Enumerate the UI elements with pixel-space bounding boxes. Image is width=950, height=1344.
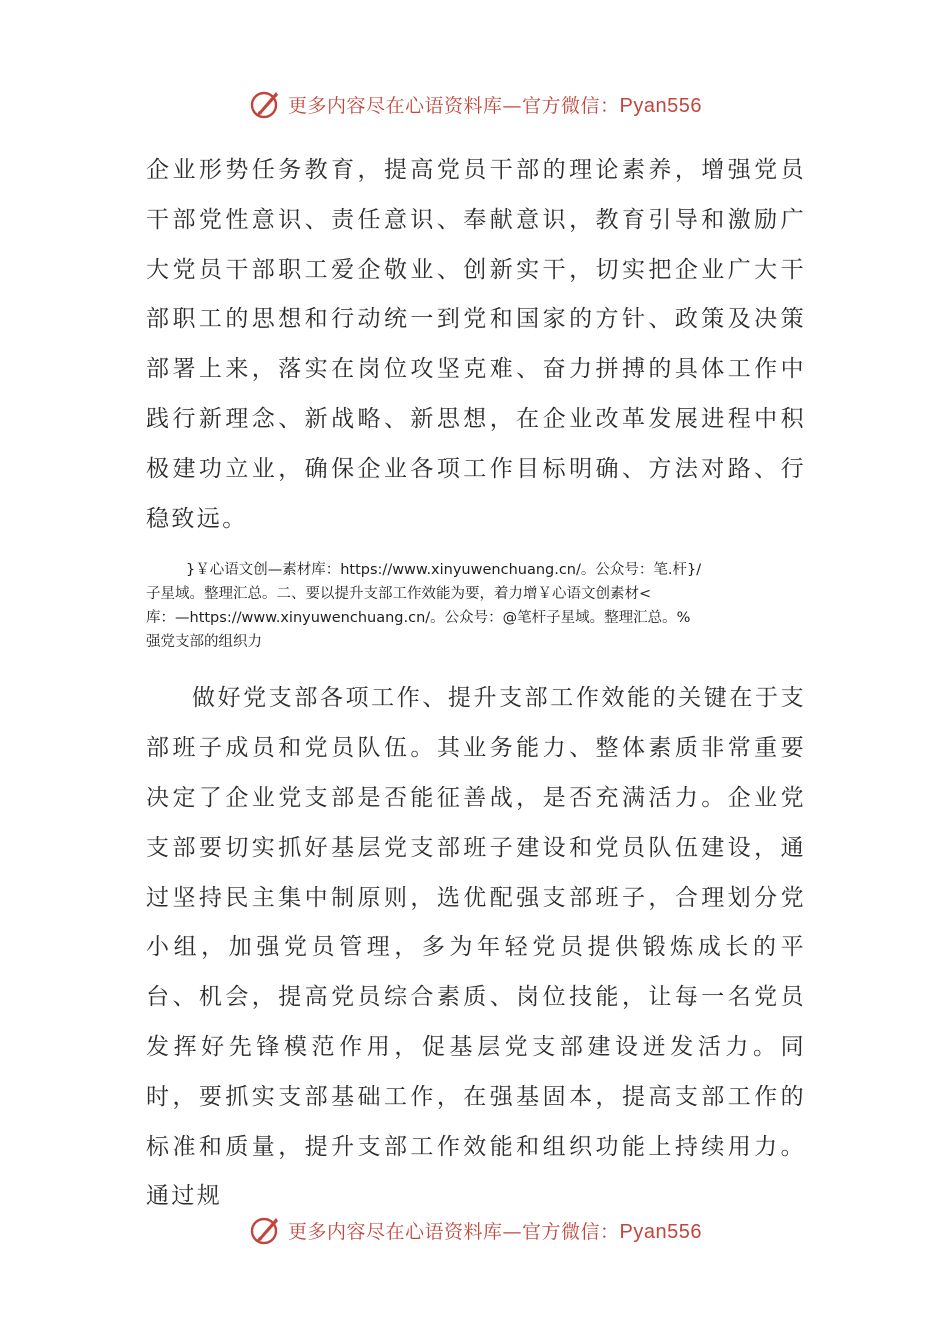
note-line-4: 强党支部的组织力 [146,634,262,651]
header-banner-text: 更多内容尽在心语资料库—官方微信：Pyan556 [288,94,702,117]
note-line-3: 库：—https://www.xinyuwenchuang.cn/。公众号：@笔杆子星域。整理汇总。% [146,610,691,627]
quill-logo-icon [248,87,282,121]
note-line-2: 子星域。整理汇总。二、要以提升支部工作效能为要，着力增￥心语文创素材< [146,586,652,603]
document-body [146,146,806,1222]
footer-banner-text: 更多内容尽在心语资料库—官方微信：Pyan556 [288,1220,702,1243]
header-banner [0,84,950,124]
paragraph-2: 做好党支部各项工作、提升支部工作效能的关键在于支部班子成员和党员队伍。其业务能力、整体素质非常重要决定了企业党支部是否能征善战，是否充满活力。企业党支部要切实抓好基层党支部班子建设和党员队伍建设，通过坚持民主集中制原则，选优配强支部班子，合理划分党小组，加强党员管理，多为年轻党员提供锻炼成长的平台、机会，提高党员综合素质、岗位技能，让每一名党员发挥好先锋模范作用，促基层党支部建设迸发活力。同时，要抓实支部基础工作，在强基固本，提高支部工作的标准和质量，提升支部工作效能和组织功能上持续用力。通过规 [146,685,806,1210]
footer-banner [0,1210,950,1250]
quill-logo-icon [248,1213,282,1247]
footer-wechat-id: Pyan556 [619,1220,702,1243]
note-line-1: }￥心语文创—素材库：https://www.xinyuwenchuang.cn/。公众号：笔.杆}/ [186,562,702,579]
paragraph-1: 企业形势任务教育，提高党员干部的理论素养，增强党员干部党性意识、责任意识、奉献意识，教育引导和激励广大党员干部职工爱企敬业、创新实干，切实把企业广大干部职工的思想和行动统一到党和国家的方针、政策及决策部署上来，落实在岗位攻坚克难、奋力拼搏的具体工作中践行新理念、新战略、新思想，在企业改革发展进程中积极建功立业，确保企业各项工作目标明确、方法对路、行稳致远。 [146,157,806,532]
watermark-note [146,558,806,654]
header-wechat-id: Pyan556 [619,94,702,117]
